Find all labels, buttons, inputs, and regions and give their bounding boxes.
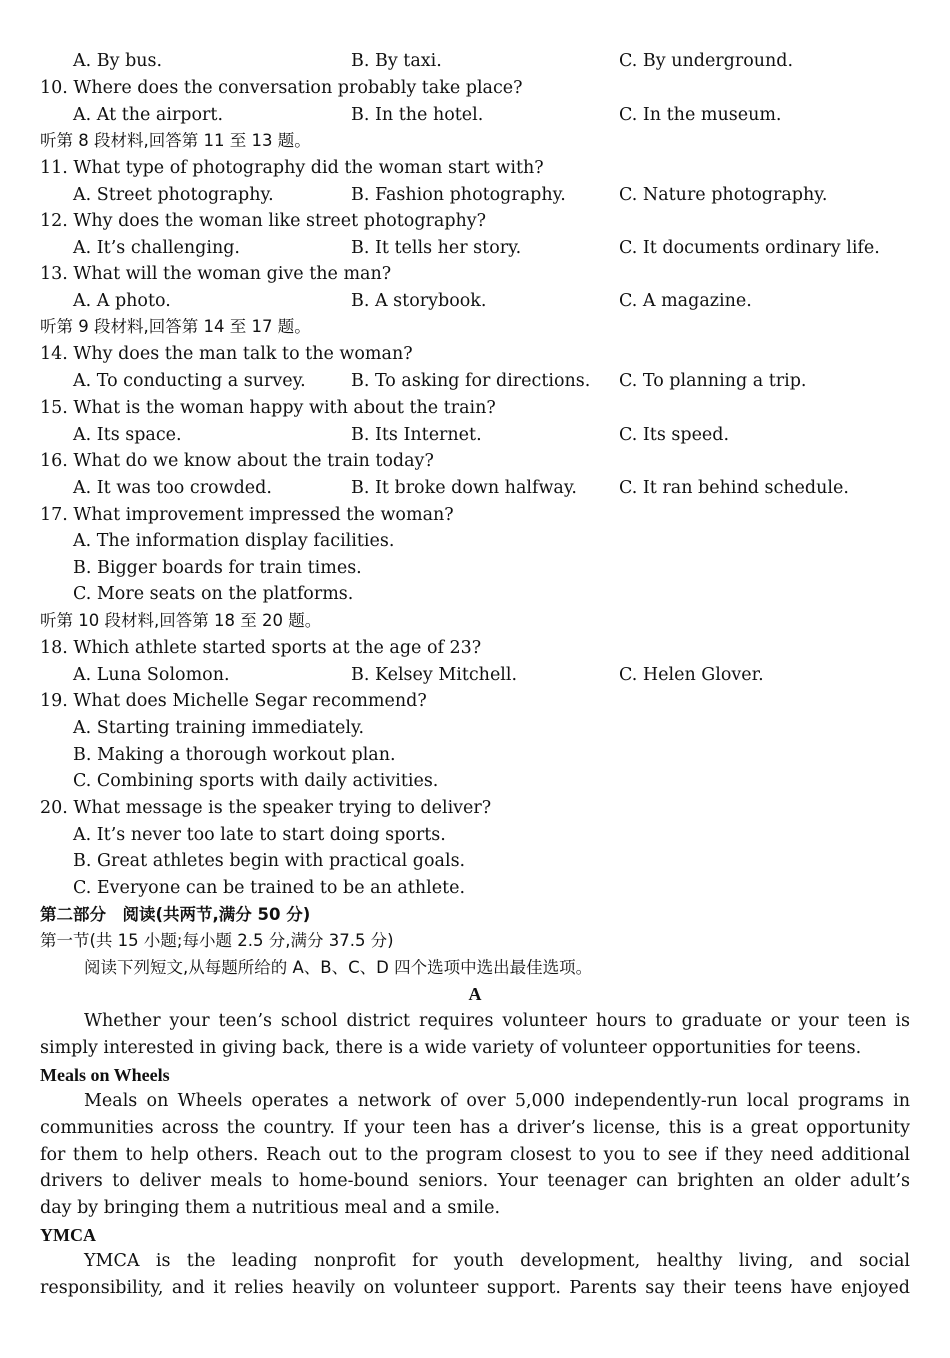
q14-options [40,368,910,394]
q18-option-b: B. Kelsey Mitchell. [351,665,518,685]
meals-line-5: day by bringing them a nutritious meal and a smile. [40,1198,501,1218]
q12-options [40,235,910,261]
q14-option-c: C. To planning a trip. [619,371,807,391]
q12-option-b: B. It tells her story. [351,238,522,258]
q15-question: 15. What is the woman happy with about the train? [40,398,496,418]
q12-option-c: C. It documents ordinary life. [619,238,880,258]
q9-option-a: A. By bus. [73,51,163,71]
q13-option-a: A. A photo. [73,291,171,311]
ymca-heading: YMCA [40,1225,96,1245]
q11-options [40,182,910,208]
meals-heading: Meals on Wheels [40,1065,170,1085]
reading-instruction: 阅读下列短文,从每题所给的 A、B、C、D 四个选项中选出最佳选项。 [84,958,593,977]
q10-question: 10. Where does the conversation probably take place? [40,78,523,98]
q9-options [40,48,910,74]
q18-question: 18. Which athlete started sports at the age of 23? [40,638,482,658]
q15-option-b: B. Its Internet. [351,425,482,445]
section-one-title: 第一节(共 15 小题;每小题 2.5 分,满分 37.5 分) [40,931,394,950]
meals-line-2: communities across the country. If your teen has a driver’s license, this is a great opportunity [40,1118,910,1138]
section-8-instruction: 听第 8 段材料,回答第 11 至 13 题。 [40,131,311,150]
q14-option-a: A. To conducting a survey. [73,371,306,391]
q18-option-a: A. Luna Solomon. [73,665,230,685]
q20-option-a: A. It’s never too late to start doing sports. [73,825,446,845]
q11-option-c: C. Nature photography. [619,185,828,205]
q12-question: 12. Why does the woman like street photography? [40,211,487,231]
q18-option-c: C. Helen Glover. [619,665,764,685]
q14-option-b: B. To asking for directions. [351,371,591,391]
q14-question: 14. Why does the man talk to the woman? [40,344,413,364]
q17-option-c: C. More seats on the platforms. [73,584,354,604]
q15-option-c: C. Its speed. [619,425,730,445]
q19-option-a: A. Starting training immediately. [73,718,365,738]
q19-option-b: B. Making a thorough workout plan. [73,745,396,765]
q20-question: 20. What message is the speaker trying to deliver? [40,798,492,818]
meals-line-1: Meals on Wheels operates a network of over 5,000 independently-run local programs in [84,1091,910,1111]
q9-option-b: B. By taxi. [351,51,442,71]
q9-option-c: C. By underground. [619,51,794,71]
q10-option-a: A. At the airport. [73,105,224,125]
part-two-title: 第二部分 阅读(共两节,满分 50 分) [40,905,311,924]
q15-option-a: A. Its space. [73,425,182,445]
q11-option-b: B. Fashion photography. [351,185,566,205]
q12-option-a: A. It’s challenging. [73,238,240,258]
q16-option-b: B. It broke down halfway. [351,478,577,498]
q16-question: 16. What do we know about the train today? [40,451,434,471]
q20-option-c: C. Everyone can be trained to be an athlete. [73,878,466,898]
q10-options [40,102,910,128]
q17-question: 17. What improvement impressed the woman? [40,505,454,525]
q10-option-b: B. In the hotel. [351,105,484,125]
q20-option-b: B. Great athletes begin with practical goals. [73,851,466,871]
meals-line-4: drivers to deliver meals to home-bound seniors. Your teenager can brighten an older adult’s [40,1171,910,1191]
q11-option-a: A. Street photography. [73,185,274,205]
q19-question: 19. What does Michelle Segar recommend? [40,691,427,711]
q19-option-c: C. Combining sports with daily activities. [73,771,439,791]
meals-line-3: for them to help others. Reach out to the program closest to you to see if they need additional [40,1145,910,1165]
passage-label: A [468,984,482,1004]
q13-option-b: B. A storybook. [351,291,487,311]
q13-options [40,288,910,314]
q13-question: 13. What will the woman give the man? [40,264,392,284]
section-9-instruction: 听第 9 段材料,回答第 14 至 17 题。 [40,317,311,336]
q16-option-c: C. It ran behind schedule. [619,478,849,498]
q16-options [40,475,910,501]
q11-question: 11. What type of photography did the woman start with? [40,158,544,178]
section-10-instruction: 听第 10 段材料,回答第 18 至 20 题。 [40,611,322,630]
q13-option-c: C. A magazine. [619,291,752,311]
intro-line-2: simply interested in giving back, there is a wide variety of volunteer opportunities for teens. [40,1038,862,1058]
q15-options [40,422,910,448]
q17-option-a: A. The information display facilities. [73,531,395,551]
ymca-line-2: responsibility, and it relies heavily on volunteer support. Parents say their teens have enjoyed [40,1278,910,1298]
intro-line-1: Whether your teen’s school district requires volunteer hours to graduate or your teen is [84,1011,910,1031]
q17-option-b: B. Bigger boards for train times. [73,558,362,578]
q10-option-c: C. In the museum. [619,105,782,125]
q16-option-a: A. It was too crowded. [73,478,272,498]
q18-options [40,662,910,688]
ymca-line-1: YMCA is the leading nonprofit for youth development, healthy living, and social [84,1251,910,1271]
